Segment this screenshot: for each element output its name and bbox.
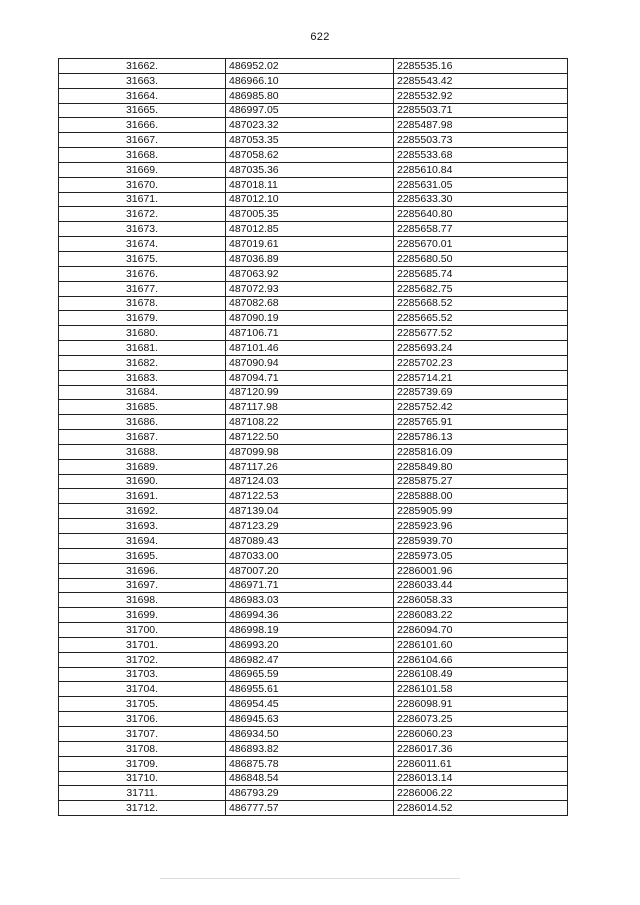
x-coordinate-cell: 487012.85 (226, 222, 394, 237)
table-row (59, 756, 568, 771)
x-coordinate-cell: 486985.80 (226, 88, 394, 103)
table-row (59, 712, 568, 727)
table-row (59, 444, 568, 459)
y-coordinate-cell: 2285939.70 (394, 534, 568, 549)
x-coordinate-cell: 487023.32 (226, 118, 394, 133)
serial-number-cell: 31686. (59, 415, 226, 430)
y-coordinate-cell: 2285702.23 (394, 355, 568, 370)
serial-number-cell: 31691. (59, 489, 226, 504)
x-coordinate-cell: 486983.03 (226, 593, 394, 608)
y-coordinate-cell: 2286104.66 (394, 652, 568, 667)
x-coordinate-cell: 487122.53 (226, 489, 394, 504)
serial-number-cell: 31664. (59, 88, 226, 103)
table-row (59, 118, 568, 133)
x-coordinate-cell: 487089.43 (226, 534, 394, 549)
x-coordinate-cell: 486777.57 (226, 801, 394, 816)
table-row (59, 474, 568, 489)
table-row (59, 162, 568, 177)
serial-number-cell: 31662. (59, 59, 226, 74)
serial-number-cell: 31684. (59, 385, 226, 400)
table-row (59, 563, 568, 578)
y-coordinate-cell: 2285875.27 (394, 474, 568, 489)
table-row (59, 667, 568, 682)
y-coordinate-cell: 2285923.96 (394, 519, 568, 534)
y-coordinate-cell: 2285786.13 (394, 430, 568, 445)
table-row (59, 608, 568, 623)
serial-number-cell: 31665. (59, 103, 226, 118)
y-coordinate-cell: 2285487.98 (394, 118, 568, 133)
y-coordinate-cell: 2286011.61 (394, 756, 568, 771)
serial-number-cell: 31706. (59, 712, 226, 727)
y-coordinate-cell: 2285665.52 (394, 311, 568, 326)
table-row (59, 326, 568, 341)
serial-number-cell: 31705. (59, 697, 226, 712)
serial-number-cell: 31711. (59, 786, 226, 801)
table-row (59, 741, 568, 756)
y-coordinate-cell: 2285973.05 (394, 548, 568, 563)
serial-number-cell: 31699. (59, 608, 226, 623)
y-coordinate-cell: 2286033.44 (394, 578, 568, 593)
serial-number-cell: 31672. (59, 207, 226, 222)
table-row (59, 73, 568, 88)
x-coordinate-cell: 487072.93 (226, 281, 394, 296)
x-coordinate-cell: 487058.62 (226, 148, 394, 163)
serial-number-cell: 31697. (59, 578, 226, 593)
x-coordinate-cell: 486952.02 (226, 59, 394, 74)
serial-number-cell: 31696. (59, 563, 226, 578)
y-coordinate-cell: 2286083.22 (394, 608, 568, 623)
y-coordinate-cell: 2285535.16 (394, 59, 568, 74)
table-row (59, 355, 568, 370)
serial-number-cell: 31674. (59, 237, 226, 252)
serial-number-cell: 31671. (59, 192, 226, 207)
table-row (59, 682, 568, 697)
x-coordinate-cell: 487122.50 (226, 430, 394, 445)
y-coordinate-cell: 2285533.68 (394, 148, 568, 163)
y-coordinate-cell: 2285816.09 (394, 444, 568, 459)
table-row (59, 652, 568, 667)
x-coordinate-cell: 486982.47 (226, 652, 394, 667)
table-row (59, 341, 568, 356)
serial-number-cell: 31678. (59, 296, 226, 311)
table-row (59, 459, 568, 474)
table-row (59, 177, 568, 192)
serial-number-cell: 31682. (59, 355, 226, 370)
x-coordinate-cell: 486993.20 (226, 637, 394, 652)
x-coordinate-cell: 487036.89 (226, 251, 394, 266)
serial-number-cell: 31709. (59, 756, 226, 771)
y-coordinate-cell: 2285610.84 (394, 162, 568, 177)
y-coordinate-cell: 2286006.22 (394, 786, 568, 801)
y-coordinate-cell: 2285682.75 (394, 281, 568, 296)
x-coordinate-cell: 486966.10 (226, 73, 394, 88)
table-row (59, 296, 568, 311)
serial-number-cell: 31701. (59, 637, 226, 652)
serial-number-cell: 31681. (59, 341, 226, 356)
x-coordinate-cell: 486994.36 (226, 608, 394, 623)
table-row (59, 266, 568, 281)
x-coordinate-cell: 486965.59 (226, 667, 394, 682)
table-row (59, 207, 568, 222)
table-row (59, 786, 568, 801)
x-coordinate-cell: 487082.68 (226, 296, 394, 311)
y-coordinate-cell: 2285668.52 (394, 296, 568, 311)
x-coordinate-cell: 487106.71 (226, 326, 394, 341)
table-row (59, 430, 568, 445)
y-coordinate-cell: 2286101.60 (394, 637, 568, 652)
serial-number-cell: 31698. (59, 593, 226, 608)
y-coordinate-cell: 2285640.80 (394, 207, 568, 222)
x-coordinate-cell: 487035.36 (226, 162, 394, 177)
y-coordinate-cell: 2285685.74 (394, 266, 568, 281)
coordinates-table-body (59, 59, 568, 816)
serial-number-cell: 31670. (59, 177, 226, 192)
x-coordinate-cell: 487053.35 (226, 133, 394, 148)
bottom-divider (160, 878, 460, 879)
x-coordinate-cell: 487018.11 (226, 177, 394, 192)
y-coordinate-cell: 2286013.14 (394, 771, 568, 786)
x-coordinate-cell: 487019.61 (226, 237, 394, 252)
y-coordinate-cell: 2286058.33 (394, 593, 568, 608)
serial-number-cell: 31704. (59, 682, 226, 697)
y-coordinate-cell: 2285532.92 (394, 88, 568, 103)
serial-number-cell: 31683. (59, 370, 226, 385)
x-coordinate-cell: 487007.20 (226, 563, 394, 578)
table-row (59, 133, 568, 148)
serial-number-cell: 31712. (59, 801, 226, 816)
y-coordinate-cell: 2286101.58 (394, 682, 568, 697)
table-row (59, 771, 568, 786)
y-coordinate-cell: 2286073.25 (394, 712, 568, 727)
table-row (59, 534, 568, 549)
serial-number-cell: 31690. (59, 474, 226, 489)
y-coordinate-cell: 2285693.24 (394, 341, 568, 356)
serial-number-cell: 31675. (59, 251, 226, 266)
table-row (59, 801, 568, 816)
x-coordinate-cell: 486954.45 (226, 697, 394, 712)
serial-number-cell: 31700. (59, 623, 226, 638)
y-coordinate-cell: 2285680.50 (394, 251, 568, 266)
y-coordinate-cell: 2285739.69 (394, 385, 568, 400)
y-coordinate-cell: 2285905.99 (394, 504, 568, 519)
y-coordinate-cell: 2285849.80 (394, 459, 568, 474)
y-coordinate-cell: 2285714.21 (394, 370, 568, 385)
y-coordinate-cell: 2286098.91 (394, 697, 568, 712)
y-coordinate-cell: 2286001.96 (394, 563, 568, 578)
table-row (59, 400, 568, 415)
y-coordinate-cell: 2286060.23 (394, 726, 568, 741)
table-row (59, 726, 568, 741)
x-coordinate-cell: 487101.46 (226, 341, 394, 356)
table-row (59, 103, 568, 118)
x-coordinate-cell: 486945.63 (226, 712, 394, 727)
serial-number-cell: 31687. (59, 430, 226, 445)
serial-number-cell: 31677. (59, 281, 226, 296)
table-row (59, 370, 568, 385)
serial-number-cell: 31679. (59, 311, 226, 326)
y-coordinate-cell: 2285503.71 (394, 103, 568, 118)
y-coordinate-cell: 2285677.52 (394, 326, 568, 341)
serial-number-cell: 31689. (59, 459, 226, 474)
table-row (59, 548, 568, 563)
x-coordinate-cell: 486848.54 (226, 771, 394, 786)
serial-number-cell: 31667. (59, 133, 226, 148)
x-coordinate-cell: 487094.71 (226, 370, 394, 385)
table-row (59, 637, 568, 652)
serial-number-cell: 31680. (59, 326, 226, 341)
serial-number-cell: 31666. (59, 118, 226, 133)
y-coordinate-cell: 2285670.01 (394, 237, 568, 252)
coordinates-table (58, 58, 568, 816)
x-coordinate-cell: 486997.05 (226, 103, 394, 118)
serial-number-cell: 31694. (59, 534, 226, 549)
y-coordinate-cell: 2285503.73 (394, 133, 568, 148)
table-row (59, 578, 568, 593)
table-row (59, 59, 568, 74)
x-coordinate-cell: 487124.03 (226, 474, 394, 489)
serial-number-cell: 31703. (59, 667, 226, 682)
table-row (59, 88, 568, 103)
serial-number-cell: 31668. (59, 148, 226, 163)
table-row (59, 222, 568, 237)
x-coordinate-cell: 487120.99 (226, 385, 394, 400)
table-row (59, 281, 568, 296)
serial-number-cell: 31707. (59, 726, 226, 741)
x-coordinate-cell: 486955.61 (226, 682, 394, 697)
table-row (59, 237, 568, 252)
table-row (59, 192, 568, 207)
x-coordinate-cell: 486934.50 (226, 726, 394, 741)
table-row (59, 251, 568, 266)
serial-number-cell: 31695. (59, 548, 226, 563)
y-coordinate-cell: 2285765.91 (394, 415, 568, 430)
table-row (59, 311, 568, 326)
serial-number-cell: 31708. (59, 741, 226, 756)
x-coordinate-cell: 487139.04 (226, 504, 394, 519)
y-coordinate-cell: 2285658.77 (394, 222, 568, 237)
table-row (59, 385, 568, 400)
y-coordinate-cell: 2286014.52 (394, 801, 568, 816)
y-coordinate-cell: 2286017.36 (394, 741, 568, 756)
y-coordinate-cell: 2285752.42 (394, 400, 568, 415)
y-coordinate-cell: 2286094.70 (394, 623, 568, 638)
x-coordinate-cell: 486971.71 (226, 578, 394, 593)
serial-number-cell: 31702. (59, 652, 226, 667)
serial-number-cell: 31688. (59, 444, 226, 459)
x-coordinate-cell: 487108.22 (226, 415, 394, 430)
y-coordinate-cell: 2285631.05 (394, 177, 568, 192)
x-coordinate-cell: 487117.98 (226, 400, 394, 415)
y-coordinate-cell: 2286108.49 (394, 667, 568, 682)
table-row (59, 148, 568, 163)
y-coordinate-cell: 2285543.42 (394, 73, 568, 88)
serial-number-cell: 31676. (59, 266, 226, 281)
serial-number-cell: 31669. (59, 162, 226, 177)
table-row (59, 697, 568, 712)
table-row (59, 504, 568, 519)
x-coordinate-cell: 487012.10 (226, 192, 394, 207)
x-coordinate-cell: 487063.92 (226, 266, 394, 281)
x-coordinate-cell: 486793.29 (226, 786, 394, 801)
x-coordinate-cell: 487123.29 (226, 519, 394, 534)
y-coordinate-cell: 2285888.00 (394, 489, 568, 504)
x-coordinate-cell: 487033.00 (226, 548, 394, 563)
x-coordinate-cell: 487005.35 (226, 207, 394, 222)
page-number: 622 (310, 31, 330, 43)
table-row (59, 489, 568, 504)
serial-number-cell: 31692. (59, 504, 226, 519)
table-row (59, 623, 568, 638)
x-coordinate-cell: 487099.98 (226, 444, 394, 459)
x-coordinate-cell: 487090.94 (226, 355, 394, 370)
table-row (59, 593, 568, 608)
serial-number-cell: 31710. (59, 771, 226, 786)
table-row (59, 519, 568, 534)
x-coordinate-cell: 486875.78 (226, 756, 394, 771)
y-coordinate-cell: 2285633.30 (394, 192, 568, 207)
serial-number-cell: 31663. (59, 73, 226, 88)
x-coordinate-cell: 487090.19 (226, 311, 394, 326)
x-coordinate-cell: 487117.26 (226, 459, 394, 474)
x-coordinate-cell: 486893.82 (226, 741, 394, 756)
table-row (59, 415, 568, 430)
serial-number-cell: 31673. (59, 222, 226, 237)
serial-number-cell: 31685. (59, 400, 226, 415)
serial-number-cell: 31693. (59, 519, 226, 534)
x-coordinate-cell: 486998.19 (226, 623, 394, 638)
